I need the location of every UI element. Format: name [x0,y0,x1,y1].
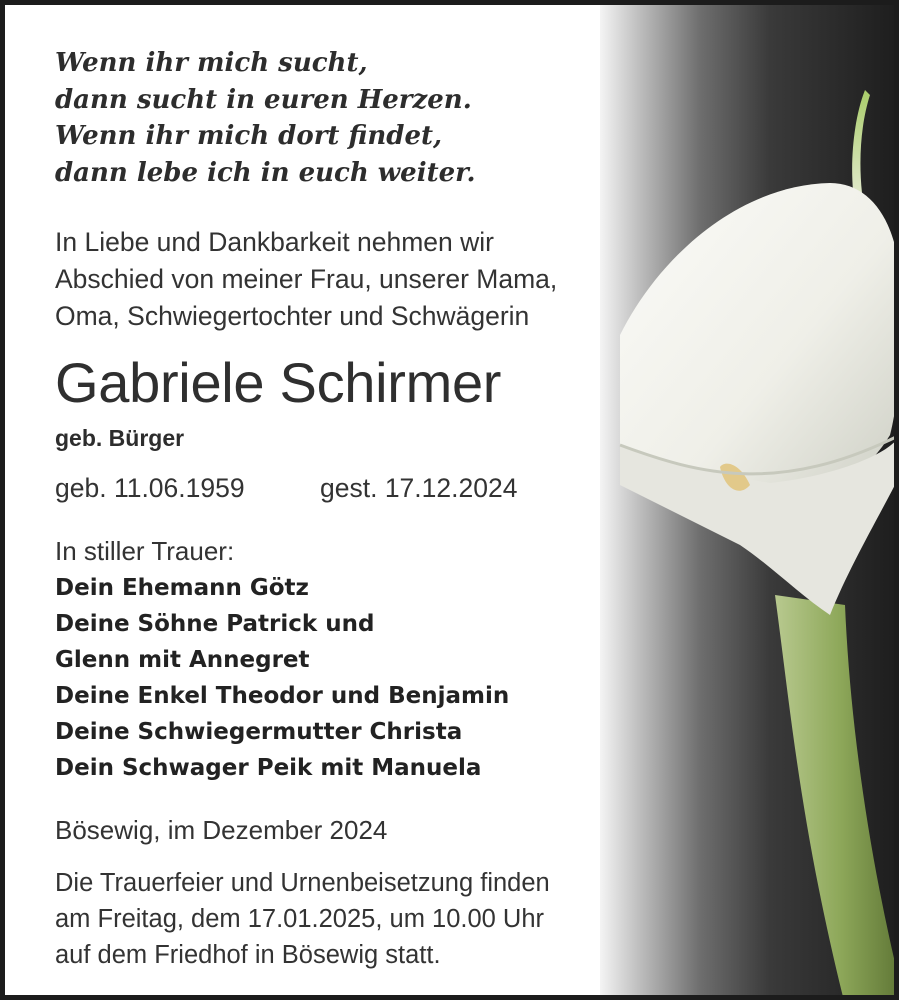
mourners-intro: In stiller Trauer: [55,536,235,566]
calla-lily-icon [600,5,899,1000]
ceremony-info: Die Trauerfeier und Urnenbeisetzung finden am Freitag, dem 17.01.2025, um 10.00 Uhr auf dem Friedhof in Bösewig statt. [55,869,550,969]
poem: Wenn ihr mich sucht, dann sucht in euren Herzen. Wenn ihr mich dort findet, dann lebe ich in euch weiter. [55,48,476,188]
life-dates [55,470,517,506]
mourner-line: Dein Schwager Peik mit Manuela [55,755,482,781]
deceased-name: Gabriele Schirmer [55,351,502,414]
mourner-line: Deine Söhne Patrick und [55,611,375,637]
death-date: gest. 17.12.2024 [320,473,518,503]
mourner-line: Glenn mit Annegret [55,647,310,673]
farewell-intro: In Liebe und Dankbarkeit nehmen wir Abschied von meiner Frau, unserer Mama, Oma, Schwiegertochter und Schwägerin [55,227,558,331]
mourner-line: Dein Ehemann Götz [55,575,309,601]
maiden-name: geb. Bürger [55,425,185,451]
birth-date: geb. 11.06.1959 [55,473,245,503]
mourner-line: Deine Enkel Theodor und Benjamin [55,683,510,709]
place-date: Bösewig, im Dezember 2024 [55,815,388,845]
mourners-list [55,570,509,786]
mourner-line: Deine Schwiegermutter Christa [55,719,463,745]
calla-lily-photo [600,5,899,1000]
